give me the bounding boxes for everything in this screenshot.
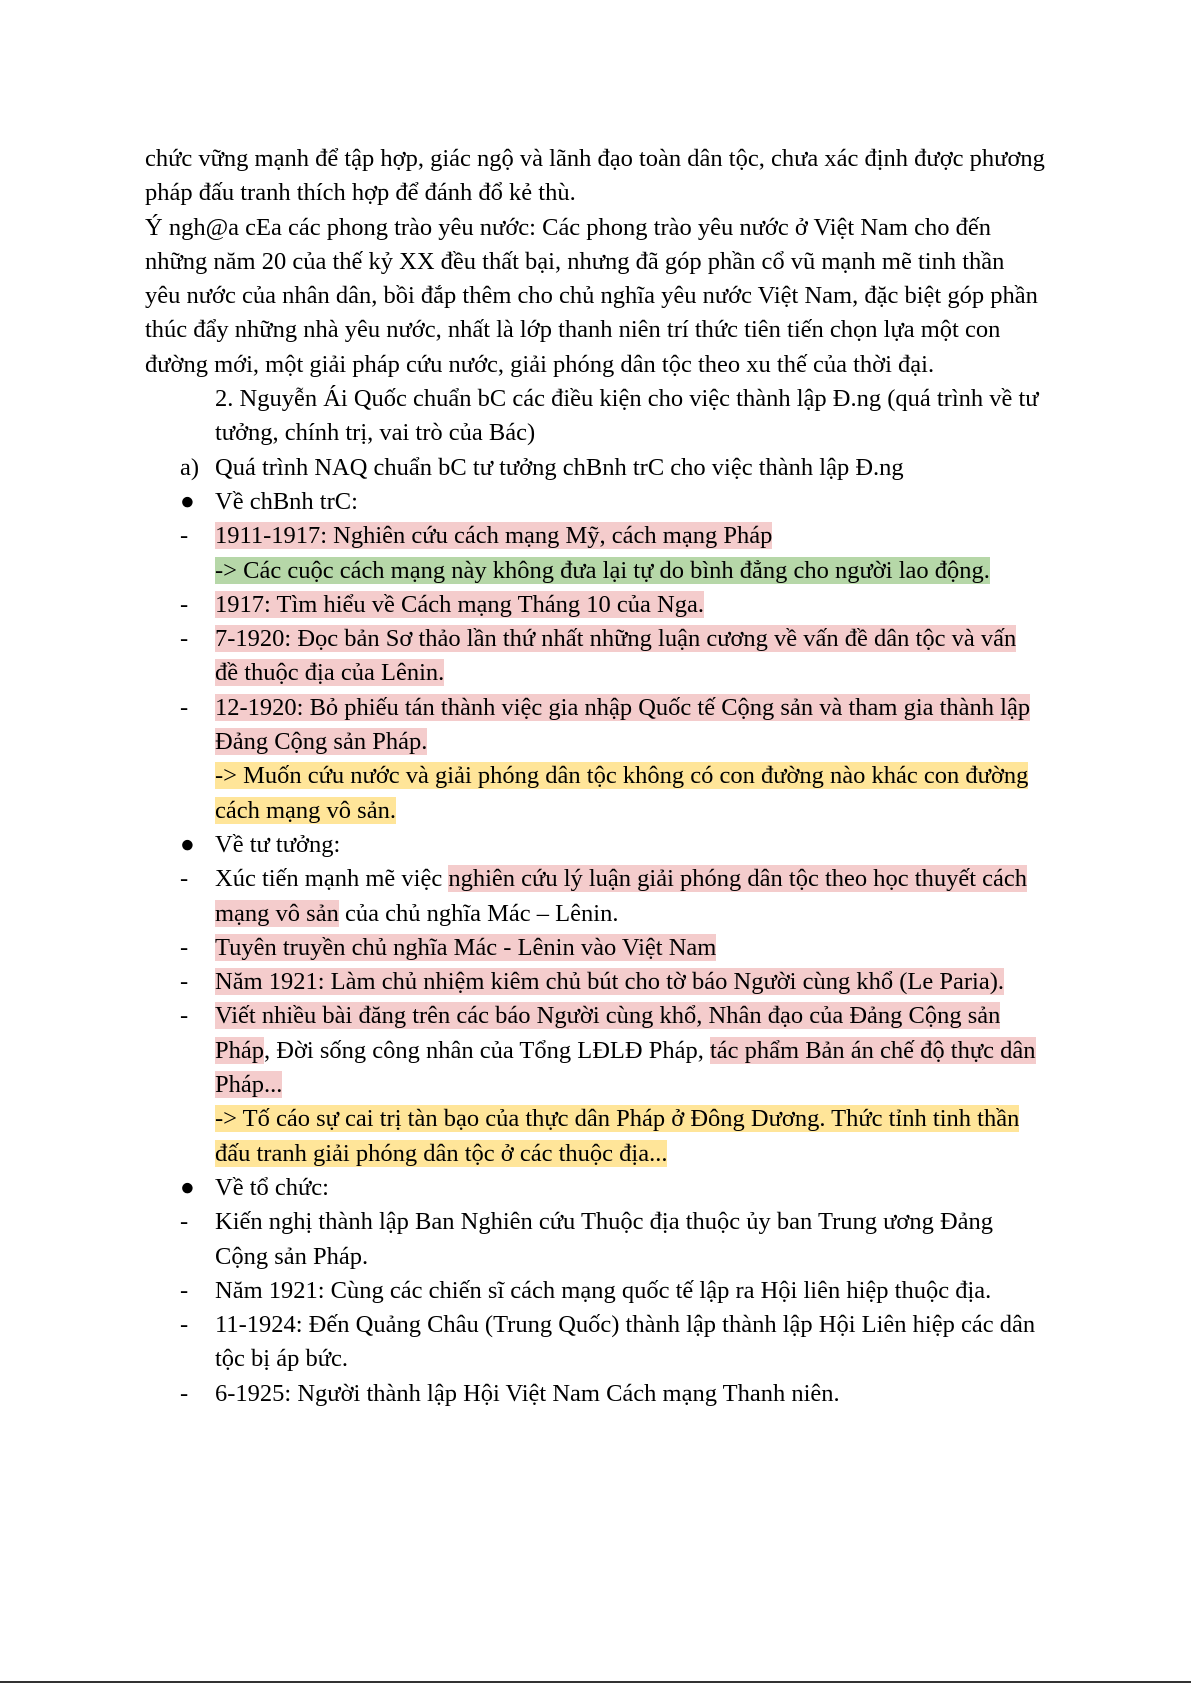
list-item — [145, 1205, 1045, 1274]
list-item — [145, 1274, 1045, 1308]
politics-item-1-note: -> Các cuộc cách mạng này không đưa lại tự do bình đẳng cho người lao động. — [215, 556, 990, 584]
dash-icon: - — [180, 1208, 189, 1236]
organization-item-1: Kiến nghị thành lập Ban Nghiên cứu Thuộc địa thuộc ủy ban Trung ương Đảng Cộng sản Pháp. — [215, 1208, 994, 1270]
section-2-heading: 2. Nguyễn Ái Quốc chuẩn bC các điều kiện cho việc thành lập Đ.ng (quá trình về tư tưởng, chính trị, vai trò của Bác) — [215, 385, 1039, 447]
ideology-item-1-highlight: nghiên cứu lý luận giải phóng dân tộc theo học thuyết cách mạng vô sản — [215, 865, 1028, 927]
bullet-icon: ● — [180, 830, 195, 858]
ideology-item-2: Tuyên truyền chủ nghĩa Mác - Lênin vào Việt Nam — [215, 933, 717, 961]
ideology-item-3: Năm 1921: Làm chủ nhiệm kiêm chủ bút cho tờ báo Người cùng khổ (Le Paria). — [215, 968, 1004, 996]
list-item — [145, 1377, 1045, 1411]
bullet-politics-title: Về chBnh trC: — [215, 487, 358, 515]
ideology-item-4-note: -> Tố cáo sự cai trị tàn bạo của thực dân Pháp ở Đông Dương. Thức tỉnh tinh thần đấu tranh giải phóng dân tộc ở các thuộc địa... — [215, 1105, 1020, 1167]
organization-item-3: 11-1924: Đến Quảng Châu (Trung Quốc) thành lập thành lập Hội Liên hiệp các dân tộc bị áp bức. — [215, 1311, 1036, 1373]
list-item — [145, 588, 1045, 622]
dash-icon: - — [180, 1311, 189, 1339]
ideology-item-4-highlight-1: Viết nhiều bài đăng trên các báo Người cùng khổ, Nhân đạo của Đảng Cộng sản Pháp — [215, 1002, 1001, 1064]
organization-item-2: Năm 1921: Cùng các chiến sĩ cách mạng quốc tế lập ra Hội liên hiệp thuộc địa. — [215, 1276, 992, 1304]
document-body — [145, 142, 1045, 1411]
politics-item-1: 1911-1917: Nghiên cứu cách mạng Mỹ, cách mạng Pháp — [215, 522, 773, 550]
politics-item-4: 12-1920: Bỏ phiếu tán thành việc gia nhập Quốc tế Cộng sản và tham gia thành lập Đảng Cộng sản Pháp. — [215, 693, 1031, 756]
dash-icon: - — [180, 933, 189, 961]
page-bottom-rule — [0, 1681, 1191, 1683]
list-item — [145, 999, 1045, 1170]
bullet-organization — [145, 1171, 1045, 1205]
ideology-item-4-mid: , Đời sống công nhân của Tổng LĐLĐ Pháp, — [264, 1036, 710, 1064]
list-item — [145, 931, 1045, 965]
politics-item-2: 1917: Tìm hiểu về Cách mạng Tháng 10 của Nga. — [215, 590, 704, 618]
dash-icon: - — [180, 1002, 189, 1030]
bullet-ideology — [145, 828, 1045, 862]
dash-icon: - — [180, 968, 189, 996]
politics-item-3: 7-1920: Đọc bản Sơ thảo lần thứ nhất những luận cương về vấn đề dân tộc và vấn đề thuộc địa của Lênin. — [215, 625, 1017, 687]
ideology-item-4-highlight-2: tác phẩm Bản án chế độ thực dân Pháp... — [215, 1036, 1036, 1099]
dash-icon: - — [180, 693, 189, 721]
bullet-icon: ● — [180, 1173, 195, 1201]
list-item — [145, 622, 1045, 691]
dash-icon: - — [180, 865, 189, 893]
bullet-icon: ● — [180, 487, 195, 515]
list-item — [145, 965, 1045, 999]
intro-paragraph-1: chức vững mạnh để tập hợp, giác ngộ và lãnh đạo toàn dân tộc, chưa xác định được phương pháp đấu tranh thích hợp để đánh đổ kẻ thù. — [145, 145, 1045, 207]
ideology-item-1-post: của chủ nghĩa Mác – Lênin. — [338, 899, 619, 927]
intro-paragraph-2: Ý ngh@a cEa các phong trào yêu nước: Các phong trào yêu nước ở Việt Nam cho đến những năm 20 của thế kỷ XX đều thất bại, nhưng đã góp phần cổ vũ mạnh mẽ tinh thần yêu nước của nhân dân, bồi đắp thêm cho chủ nghĩa yêu nước Việt Nam, đặc biệt góp phần thúc đẩy những nhà yêu nước, nhất là lớp thanh niên trí thức tiên tiến chọn lựa một con đường mới, một giải pháp cứu nước, giải phóng dân tộc theo xu thế của thời đại. — [145, 213, 1038, 378]
organization-item-4: 6-1925: Người thành lập Hội Việt Nam Cách mạng Thanh niên. — [215, 1379, 840, 1407]
sub-heading-a-text: Quá trình NAQ chuẩn bC tư tưởng chBnh trC cho việc thành lập Đ.ng — [215, 453, 904, 481]
ideology-item-1-pre: Xúc tiến mạnh mẽ việc — [215, 865, 449, 893]
bullet-organization-title: Về tổ chức: — [215, 1173, 329, 1201]
dash-icon: - — [180, 625, 189, 653]
dash-icon: - — [180, 590, 189, 618]
dash-icon: - — [180, 522, 189, 550]
bullet-ideology-title: Về tư tưởng: — [215, 830, 341, 858]
dash-icon: - — [180, 1276, 189, 1304]
list-item — [145, 862, 1045, 931]
list-item — [145, 1308, 1045, 1377]
list-item — [145, 691, 1045, 828]
bullet-politics — [145, 485, 1045, 519]
dash-icon: - — [180, 1379, 189, 1407]
politics-item-4-note: -> Muốn cứu nước và giải phóng dân tộc không có con đường nào khác con đường cách mạng vô sản. — [215, 762, 1029, 824]
sub-heading-a — [145, 451, 1045, 485]
sub-heading-a-marker: a) — [180, 453, 200, 481]
list-item — [145, 519, 1045, 588]
